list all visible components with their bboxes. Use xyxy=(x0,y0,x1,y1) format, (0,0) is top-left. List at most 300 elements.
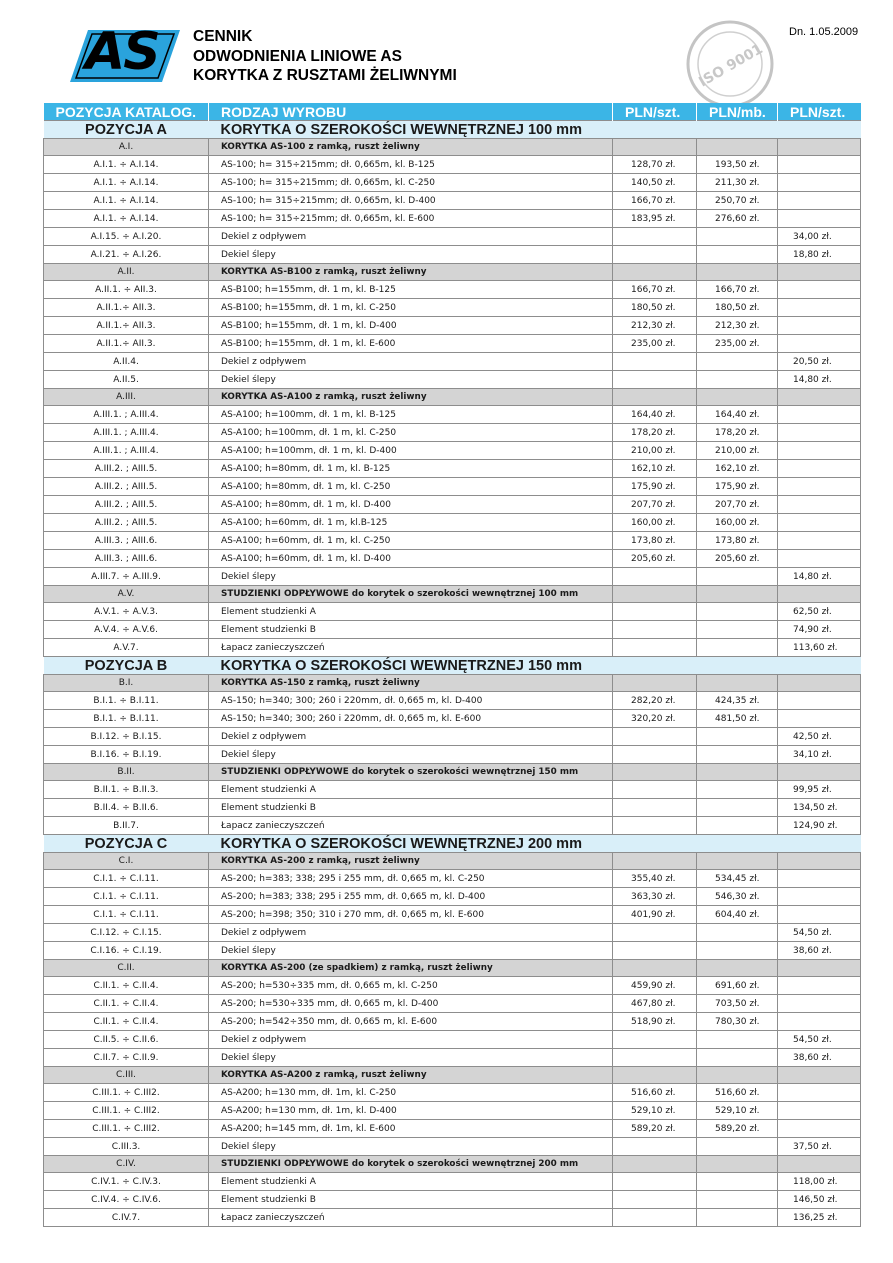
product-description: Element studzienki B xyxy=(209,1191,613,1209)
group-code: A.V. xyxy=(44,586,209,603)
price-pln-szt xyxy=(613,1031,697,1049)
price-pln-szt: 235,00 zł. xyxy=(613,335,697,353)
catalog-code: A.I.1. ÷ A.I.14. xyxy=(44,174,209,192)
catalog-code: C.IV.1. ÷ C.IV.3. xyxy=(44,1173,209,1191)
price-pln-mb: 162,10 zł. xyxy=(697,460,778,478)
table-row xyxy=(44,514,861,532)
product-description: Dekiel ślepy xyxy=(209,746,613,764)
product-description: Łapacz zanieczyszczeń xyxy=(209,639,613,657)
logo-text: AS xyxy=(85,22,159,82)
price-pln-mb: 481,50 zł. xyxy=(697,710,778,728)
group-code: A.III. xyxy=(44,389,209,406)
catalog-code: A.II.1.÷ AII.3. xyxy=(44,335,209,353)
price-pln-mb: 546,30 zł. xyxy=(697,888,778,906)
price-pln-mb xyxy=(697,603,778,621)
price-pln-szt-2 xyxy=(778,550,861,568)
catalog-code: A.III.3. ; AIII.6. xyxy=(44,550,209,568)
price-pln-szt xyxy=(613,853,697,870)
group-code: B.I. xyxy=(44,675,209,692)
price-pln-szt xyxy=(613,639,697,657)
group-code: C.I. xyxy=(44,853,209,870)
section-title: KORYTKA O SZEROKOŚCI WEWNĘTRZNEJ 150 mm xyxy=(209,657,861,675)
table-row xyxy=(44,568,861,586)
price-pln-szt-2 xyxy=(778,906,861,924)
price-pln-szt xyxy=(613,675,697,692)
price-pln-mb: 211,30 zł. xyxy=(697,174,778,192)
product-description: AS-200; h=383; 338; 295 i 255 mm, dł. 0,665 m, kl. D-400 xyxy=(209,888,613,906)
price-pln-mb xyxy=(697,139,778,156)
price-pln-szt: 162,10 zł. xyxy=(613,460,697,478)
table-row xyxy=(44,728,861,746)
price-pln-mb xyxy=(697,246,778,264)
table-row xyxy=(44,532,861,550)
catalog-code: B.I.12. ÷ B.I.15. xyxy=(44,728,209,746)
catalog-code: C.III.1. ÷ C.III2. xyxy=(44,1102,209,1120)
table-row xyxy=(44,550,861,568)
table-row xyxy=(44,603,861,621)
catalog-code: A.III.1. ; A.III.4. xyxy=(44,406,209,424)
price-pln-mb xyxy=(697,853,778,870)
product-description: AS-100; h= 315÷215mm; dł. 0,665m, kl. C-250 xyxy=(209,174,613,192)
product-description: AS-100; h= 315÷215mm; dł. 0,665m, kl. E-600 xyxy=(209,210,613,228)
table-row xyxy=(44,1031,861,1049)
catalog-code: B.I.16. ÷ B.I.19. xyxy=(44,746,209,764)
group-title: KORYTKA AS-150 z ramką, ruszt żeliwny xyxy=(209,675,613,692)
col-header-pln-mb: PLN/mb. xyxy=(697,103,778,121)
group-title: STUDZIENKI ODPŁYWOWE do korytek o szerokości wewnętrznej 200 mm xyxy=(209,1156,613,1173)
group-row xyxy=(44,1067,861,1084)
product-description: Element studzienki A xyxy=(209,781,613,799)
price-pln-szt xyxy=(613,228,697,246)
table-row xyxy=(44,496,861,514)
price-pln-szt: 459,90 zł. xyxy=(613,977,697,995)
price-pln-mb: 534,45 zł. xyxy=(697,870,778,888)
table-row xyxy=(44,210,861,228)
price-pln-mb: 604,40 zł. xyxy=(697,906,778,924)
price-pln-szt-2: 20,50 zł. xyxy=(778,353,861,371)
group-code: C.II. xyxy=(44,960,209,977)
catalog-code: C.II.7. ÷ C.II.9. xyxy=(44,1049,209,1067)
price-pln-szt-2: 18,80 zł. xyxy=(778,246,861,264)
price-pln-szt-2 xyxy=(778,299,861,317)
price-pln-szt-2: 118,00 zł. xyxy=(778,1173,861,1191)
table-row xyxy=(44,1049,861,1067)
price-pln-szt: 467,80 zł. xyxy=(613,995,697,1013)
product-description: Dekiel ślepy xyxy=(209,1049,613,1067)
price-pln-szt-2 xyxy=(778,692,861,710)
price-pln-mb: 780,30 zł. xyxy=(697,1013,778,1031)
price-pln-mb: 164,40 zł. xyxy=(697,406,778,424)
price-pln-szt: 282,20 zł. xyxy=(613,692,697,710)
price-pln-szt-2 xyxy=(778,710,861,728)
product-description: Dekiel ślepy xyxy=(209,371,613,389)
price-pln-szt xyxy=(613,568,697,586)
price-pln-szt: 589,20 zł. xyxy=(613,1120,697,1138)
catalog-code: A.II.1. ÷ AII.3. xyxy=(44,281,209,299)
price-pln-mb xyxy=(697,799,778,817)
catalog-code: A.III.1. ; A.III.4. xyxy=(44,442,209,460)
product-description: AS-A100; h=60mm, dł. 1 m, kl. D-400 xyxy=(209,550,613,568)
price-pln-szt-2 xyxy=(778,870,861,888)
price-pln-szt-2 xyxy=(778,1013,861,1031)
section-row xyxy=(44,121,861,139)
price-pln-szt: 529,10 zł. xyxy=(613,1102,697,1120)
price-pln-mb: 180,50 zł. xyxy=(697,299,778,317)
group-row xyxy=(44,389,861,406)
table-row xyxy=(44,156,861,174)
catalog-code: C.II.5. ÷ C.II.6. xyxy=(44,1031,209,1049)
table-row xyxy=(44,639,861,657)
catalog-code: B.I.1. ÷ B.I.11. xyxy=(44,710,209,728)
table-row xyxy=(44,781,861,799)
catalog-code: A.III.2. ; AIII.5. xyxy=(44,514,209,532)
price-pln-szt xyxy=(613,603,697,621)
price-pln-szt-2: 113,60 zł. xyxy=(778,639,861,657)
group-title: KORYTKA AS-A100 z ramką, ruszt żeliwny xyxy=(209,389,613,406)
product-description: AS-200; h=530÷335 mm, dł. 0,665 m, kl. C-250 xyxy=(209,977,613,995)
price-pln-szt: 166,70 zł. xyxy=(613,281,697,299)
price-pln-mb xyxy=(697,1191,778,1209)
price-pln-szt: 164,40 zł. xyxy=(613,406,697,424)
price-pln-szt-2 xyxy=(778,853,861,870)
table-row xyxy=(44,246,861,264)
price-pln-mb: 212,30 zł. xyxy=(697,317,778,335)
price-pln-szt: 166,70 zł. xyxy=(613,192,697,210)
product-description: Dekiel z odpływem xyxy=(209,728,613,746)
table-row xyxy=(44,1013,861,1031)
catalog-code: B.II.7. xyxy=(44,817,209,835)
price-pln-szt-2: 14,80 zł. xyxy=(778,371,861,389)
catalog-code: C.I.12. ÷ C.I.15. xyxy=(44,924,209,942)
group-title: STUDZIENKI ODPŁYWOWE do korytek o szerokości wewnętrznej 100 mm xyxy=(209,586,613,603)
table-row xyxy=(44,299,861,317)
price-pln-szt xyxy=(613,728,697,746)
table-row xyxy=(44,817,861,835)
price-pln-mb xyxy=(697,621,778,639)
price-pln-szt-2: 74,90 zł. xyxy=(778,621,861,639)
catalog-code: A.I.15. ÷ A.I.20. xyxy=(44,228,209,246)
price-pln-szt-2: 34,10 zł. xyxy=(778,746,861,764)
price-pln-szt: 183,95 zł. xyxy=(613,210,697,228)
price-pln-mb: 166,70 zł. xyxy=(697,281,778,299)
title-line-3: KORYTKA Z RUSZTAMI ŻELIWNYMI xyxy=(193,67,457,84)
product-description: AS-200; h=398; 350; 310 i 270 mm, dł. 0,665 m, kl. E-600 xyxy=(209,906,613,924)
price-pln-mb: 529,10 zł. xyxy=(697,1102,778,1120)
product-description: AS-150; h=340; 300; 260 i 220mm, dł. 0,665 m, kl. E-600 xyxy=(209,710,613,728)
price-pln-szt-2: 124,90 zł. xyxy=(778,817,861,835)
price-pln-mb xyxy=(697,639,778,657)
price-pln-szt-2 xyxy=(778,514,861,532)
table-row xyxy=(44,1102,861,1120)
price-pln-szt-2 xyxy=(778,764,861,781)
table-row xyxy=(44,442,861,460)
price-pln-szt xyxy=(613,353,697,371)
table-row xyxy=(44,906,861,924)
price-pln-szt: 210,00 zł. xyxy=(613,442,697,460)
section-code: POZYCJA C xyxy=(44,835,209,853)
price-pln-szt-2 xyxy=(778,174,861,192)
price-pln-mb xyxy=(697,781,778,799)
price-pln-szt-2: 136,25 zł. xyxy=(778,1209,861,1227)
product-description: AS-A100; h=60mm, dł. 1 m, kl.B-125 xyxy=(209,514,613,532)
catalog-code: A.I.1. ÷ A.I.14. xyxy=(44,156,209,174)
price-pln-mb: 250,70 zł. xyxy=(697,192,778,210)
catalog-code: B.II.4. ÷ B.II.6. xyxy=(44,799,209,817)
product-description: AS-A200; h=130 mm, dł. 1m, kl. C-250 xyxy=(209,1084,613,1102)
price-pln-szt-2 xyxy=(778,977,861,995)
group-title: KORYTKA AS-100 z ramką, ruszt żeliwny xyxy=(209,139,613,156)
price-pln-mb: 424,35 zł. xyxy=(697,692,778,710)
catalog-code: A.II.4. xyxy=(44,353,209,371)
price-pln-mb: 703,50 zł. xyxy=(697,995,778,1013)
price-pln-szt xyxy=(613,817,697,835)
price-pln-szt: 518,90 zł. xyxy=(613,1013,697,1031)
price-pln-mb: 516,60 zł. xyxy=(697,1084,778,1102)
price-pln-szt xyxy=(613,960,697,977)
product-description: AS-100; h= 315÷215mm; dł. 0,665m, kl. D-400 xyxy=(209,192,613,210)
iso-text: ISO 9001 xyxy=(696,41,766,91)
document-date: Dn. 1.05.2009 xyxy=(789,26,859,38)
price-pln-szt-2 xyxy=(778,532,861,550)
col-header-catalog: POZYCJA KATALOG. xyxy=(44,103,209,121)
catalog-code: C.I.1. ÷ C.I.11. xyxy=(44,870,209,888)
price-pln-mb: 207,70 zł. xyxy=(697,496,778,514)
price-pln-szt-2 xyxy=(778,995,861,1013)
price-pln-szt-2 xyxy=(778,1156,861,1173)
group-row xyxy=(44,853,861,870)
price-table xyxy=(43,103,861,1227)
product-description: AS-200; h=383; 338; 295 i 255 mm, dł. 0,665 m, kl. C-250 xyxy=(209,870,613,888)
product-description: AS-150; h=340; 300; 260 i 220mm, dł. 0,665 m, kl. D-400 xyxy=(209,692,613,710)
price-pln-szt: 363,30 zł. xyxy=(613,888,697,906)
catalog-code: A.I.21. ÷ A.I.26. xyxy=(44,246,209,264)
price-pln-mb xyxy=(697,924,778,942)
group-title: KORYTKA AS-200 z ramką, ruszt żeliwny xyxy=(209,853,613,870)
title-line-1: CENNIK xyxy=(193,28,253,45)
price-pln-szt-2 xyxy=(778,888,861,906)
group-row xyxy=(44,675,861,692)
catalog-code: B.I.1. ÷ B.I.11. xyxy=(44,692,209,710)
product-description: AS-A200; h=130 mm, dł. 1m, kl. D-400 xyxy=(209,1102,613,1120)
price-pln-szt-2 xyxy=(778,317,861,335)
price-pln-szt xyxy=(613,924,697,942)
table-row xyxy=(44,942,861,960)
price-pln-szt-2: 38,60 zł. xyxy=(778,1049,861,1067)
price-pln-szt: 180,50 zł. xyxy=(613,299,697,317)
product-description: Element studzienki A xyxy=(209,603,613,621)
price-pln-mb xyxy=(697,586,778,603)
product-description: Łapacz zanieczyszczeń xyxy=(209,817,613,835)
price-pln-szt xyxy=(613,264,697,281)
table-row xyxy=(44,692,861,710)
price-pln-szt-2 xyxy=(778,335,861,353)
catalog-code: C.III.3. xyxy=(44,1138,209,1156)
product-description: Dekiel z odpływem xyxy=(209,353,613,371)
product-description: AS-A100; h=60mm, dł. 1 m, kl. C-250 xyxy=(209,532,613,550)
catalog-code: C.II.1. ÷ C.II.4. xyxy=(44,977,209,995)
document-title xyxy=(193,27,457,86)
price-pln-szt-2: 54,50 zł. xyxy=(778,1031,861,1049)
col-header-pln-szt-2: PLN/szt. xyxy=(778,103,861,121)
price-pln-mb xyxy=(697,371,778,389)
section-title: KORYTKA O SZEROKOŚCI WEWNĘTRZNEJ 200 mm xyxy=(209,835,861,853)
catalog-code: C.III.1. ÷ C.III2. xyxy=(44,1084,209,1102)
price-pln-mb: 178,20 zł. xyxy=(697,424,778,442)
price-pln-mb xyxy=(697,1156,778,1173)
table-row xyxy=(44,317,861,335)
product-description: AS-A100; h=80mm, dł. 1 m, kl. D-400 xyxy=(209,496,613,514)
group-title: KORYTKA AS-A200 z ramką, ruszt żeliwny xyxy=(209,1067,613,1084)
table-row xyxy=(44,710,861,728)
price-pln-szt-2 xyxy=(778,424,861,442)
price-pln-mb xyxy=(697,1031,778,1049)
table-row xyxy=(44,281,861,299)
product-description: AS-A100; h=100mm, dł. 1 m, kl. C-250 xyxy=(209,424,613,442)
price-pln-szt-2: 37,50 zł. xyxy=(778,1138,861,1156)
group-title: KORYTKA AS-B100 z ramką, ruszt żeliwny xyxy=(209,264,613,281)
group-code: A.II. xyxy=(44,264,209,281)
product-description: Dekiel ślepy xyxy=(209,246,613,264)
price-pln-mb: 205,60 zł. xyxy=(697,550,778,568)
price-pln-szt-2 xyxy=(778,586,861,603)
catalog-code: A.V.7. xyxy=(44,639,209,657)
price-pln-mb: 210,00 zł. xyxy=(697,442,778,460)
catalog-code: A.V.1. ÷ A.V.3. xyxy=(44,603,209,621)
product-description: AS-B100; h=155mm, dł. 1 m, kl. E-600 xyxy=(209,335,613,353)
price-pln-szt-2 xyxy=(778,1067,861,1084)
group-row xyxy=(44,264,861,281)
price-pln-szt-2 xyxy=(778,960,861,977)
price-pln-szt-2 xyxy=(778,460,861,478)
price-pln-mb xyxy=(697,228,778,246)
group-title: KORYTKA AS-200 (ze spadkiem) z ramką, ruszt żeliwny xyxy=(209,960,613,977)
section-code: POZYCJA B xyxy=(44,657,209,675)
product-description: Łapacz zanieczyszczeń xyxy=(209,1209,613,1227)
col-header-product: RODZAJ WYROBU xyxy=(209,103,613,121)
price-pln-szt xyxy=(613,1209,697,1227)
product-description: AS-A200; h=145 mm, dł. 1m, kl. E-600 xyxy=(209,1120,613,1138)
table-row xyxy=(44,1173,861,1191)
table-row xyxy=(44,174,861,192)
price-pln-szt xyxy=(613,1173,697,1191)
price-pln-mb xyxy=(697,1067,778,1084)
price-pln-szt xyxy=(613,1049,697,1067)
price-pln-szt-2 xyxy=(778,139,861,156)
catalog-code: A.II.1.÷ AII.3. xyxy=(44,317,209,335)
group-row xyxy=(44,139,861,156)
table-row xyxy=(44,1120,861,1138)
price-pln-szt xyxy=(613,781,697,799)
product-description: AS-A100; h=100mm, dł. 1 m, kl. B-125 xyxy=(209,406,613,424)
price-pln-szt xyxy=(613,371,697,389)
price-pln-szt: 128,70 zł. xyxy=(613,156,697,174)
product-description: AS-100; h= 315÷215mm; dł. 0,665m, kl. B-125 xyxy=(209,156,613,174)
price-pln-szt-2 xyxy=(778,1102,861,1120)
catalog-code: A.I.1. ÷ A.I.14. xyxy=(44,192,209,210)
price-pln-szt: 140,50 zł. xyxy=(613,174,697,192)
price-pln-szt xyxy=(613,746,697,764)
price-pln-szt-2 xyxy=(778,192,861,210)
table-row xyxy=(44,977,861,995)
table-row xyxy=(44,621,861,639)
price-pln-mb: 276,60 zł. xyxy=(697,210,778,228)
price-pln-szt-2 xyxy=(778,406,861,424)
price-pln-mb xyxy=(697,960,778,977)
table-row xyxy=(44,1191,861,1209)
table-row xyxy=(44,192,861,210)
price-pln-szt: 516,60 zł. xyxy=(613,1084,697,1102)
table-header xyxy=(44,103,861,121)
price-pln-mb xyxy=(697,389,778,406)
catalog-code: A.II.5. xyxy=(44,371,209,389)
section-row xyxy=(44,657,861,675)
catalog-code: C.IV.7. xyxy=(44,1209,209,1227)
product-description: AS-B100; h=155mm, dł. 1 m, kl. D-400 xyxy=(209,317,613,335)
price-pln-mb xyxy=(697,1138,778,1156)
price-pln-mb: 175,90 zł. xyxy=(697,478,778,496)
price-pln-mb xyxy=(697,1173,778,1191)
price-pln-szt: 175,90 zł. xyxy=(613,478,697,496)
section-code: POZYCJA A xyxy=(44,121,209,139)
price-pln-szt-2 xyxy=(778,478,861,496)
price-pln-szt-2 xyxy=(778,281,861,299)
price-pln-szt: 207,70 zł. xyxy=(613,496,697,514)
price-pln-szt: 355,40 zł. xyxy=(613,870,697,888)
price-pln-mb: 589,20 zł. xyxy=(697,1120,778,1138)
catalog-code: A.II.1.÷ AII.3. xyxy=(44,299,209,317)
price-pln-mb xyxy=(697,675,778,692)
price-pln-szt-2: 134,50 zł. xyxy=(778,799,861,817)
group-row xyxy=(44,1156,861,1173)
price-pln-szt-2 xyxy=(778,210,861,228)
catalog-code: C.III.1. ÷ C.III2. xyxy=(44,1120,209,1138)
price-pln-szt xyxy=(613,1191,697,1209)
section-row xyxy=(44,835,861,853)
catalog-code: A.III.1. ; A.III.4. xyxy=(44,424,209,442)
price-pln-szt: 160,00 zł. xyxy=(613,514,697,532)
price-pln-szt-2: 38,60 zł. xyxy=(778,942,861,960)
price-pln-szt: 173,80 zł. xyxy=(613,532,697,550)
price-pln-mb xyxy=(697,764,778,781)
price-pln-mb: 173,80 zł. xyxy=(697,532,778,550)
price-pln-mb: 193,50 zł. xyxy=(697,156,778,174)
table-row xyxy=(44,924,861,942)
price-pln-szt xyxy=(613,799,697,817)
price-pln-mb: 691,60 zł. xyxy=(697,977,778,995)
price-pln-mb xyxy=(697,1049,778,1067)
price-pln-szt-2: 99,95 zł. xyxy=(778,781,861,799)
product-description: Dekiel ślepy xyxy=(209,1138,613,1156)
price-pln-szt-2: 54,50 zł. xyxy=(778,924,861,942)
price-pln-szt xyxy=(613,1067,697,1084)
price-pln-szt xyxy=(613,942,697,960)
price-pln-mb xyxy=(697,746,778,764)
catalog-code: A.III.2. ; AIII.5. xyxy=(44,478,209,496)
catalog-code: C.I.16. ÷ C.I.19. xyxy=(44,942,209,960)
product-description: Dekiel z odpływem xyxy=(209,1031,613,1049)
group-code: C.III. xyxy=(44,1067,209,1084)
catalog-code: C.I.1. ÷ C.I.11. xyxy=(44,906,209,924)
catalog-code: A.III.7. ÷ A.III.9. xyxy=(44,568,209,586)
table-row xyxy=(44,424,861,442)
col-header-pln-szt: PLN/szt. xyxy=(613,103,697,121)
product-description: AS-A100; h=80mm, dł. 1 m, kl. C-250 xyxy=(209,478,613,496)
table-row xyxy=(44,371,861,389)
price-pln-szt xyxy=(613,1138,697,1156)
price-pln-szt-2 xyxy=(778,496,861,514)
table-row xyxy=(44,995,861,1013)
price-pln-mb xyxy=(697,264,778,281)
